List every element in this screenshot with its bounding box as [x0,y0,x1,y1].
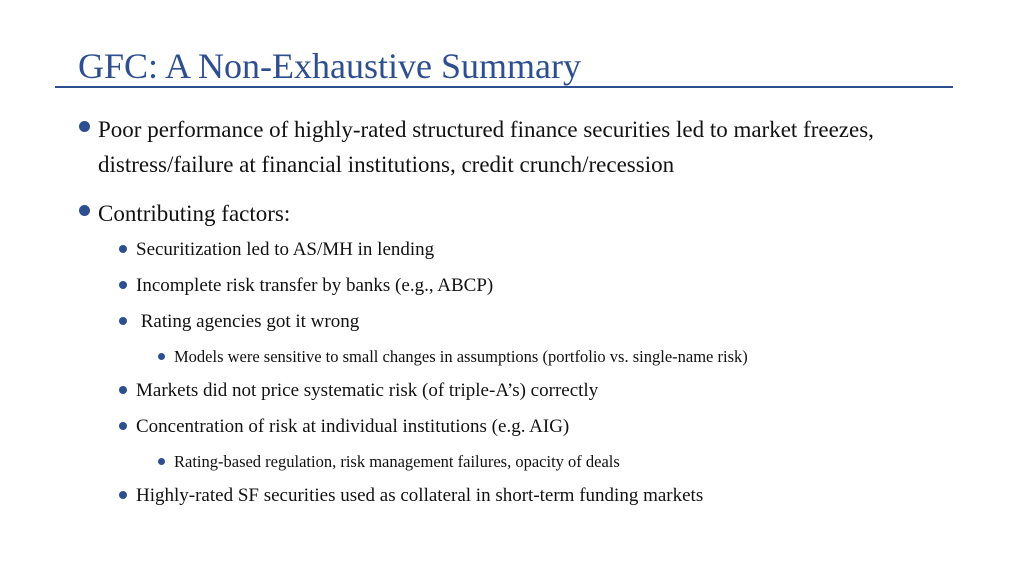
bullet-text: Highly-rated SF securities used as collateral in short-term funding markets [136,485,704,506]
bullet-dot-icon [119,422,127,430]
bullet-item [136,273,936,299]
bullet-dot-icon [158,458,165,465]
bullet-item [136,309,936,335]
bullet-dot-icon [79,205,90,216]
bullet-item [136,483,936,509]
slide-title: GFC: A Non-Exhaustive Summary [78,46,581,86]
bullet-text: Poor performance of highly-rated structured finance securities led to market freezes, distress/failure at financial institutions, credit crunch/recession [98,117,874,177]
bullet-text: Contributing factors: [98,201,291,226]
bullet-dot-icon [158,353,165,360]
title-underline [55,86,953,88]
bullet-text: Securitization led to AS/MH in lending [136,239,435,260]
bullet-item [136,414,936,440]
bullet-item [136,237,936,263]
bullet-dot-icon [119,317,127,325]
bullet-dot-icon [119,386,127,394]
bullet-dot-icon [119,281,127,289]
bullet-dot-icon [119,491,127,499]
bullet-dot-icon [79,121,90,132]
bullet-item [98,196,918,231]
bullet-text: Markets did not price systematic risk (of triple-A’s) correctly [136,380,599,401]
bullet-item [174,451,934,473]
bullet-item [174,346,934,368]
bullet-text: Models were sensitive to small changes in assumptions (portfolio vs. single-name risk) [174,347,748,366]
bullet-item [136,378,936,404]
bullet-text: Incomplete risk transfer by banks (e.g., ABCP) [136,275,494,296]
bullet-text: Rating-based regulation, risk management failures, opacity of deals [174,452,620,471]
bullet-text: Concentration of risk at individual institutions (e.g. AIG) [136,416,570,437]
bullet-dot-icon [119,245,127,253]
bullet-text: Rating agencies got it wrong [136,311,360,332]
bullet-item [98,112,918,182]
